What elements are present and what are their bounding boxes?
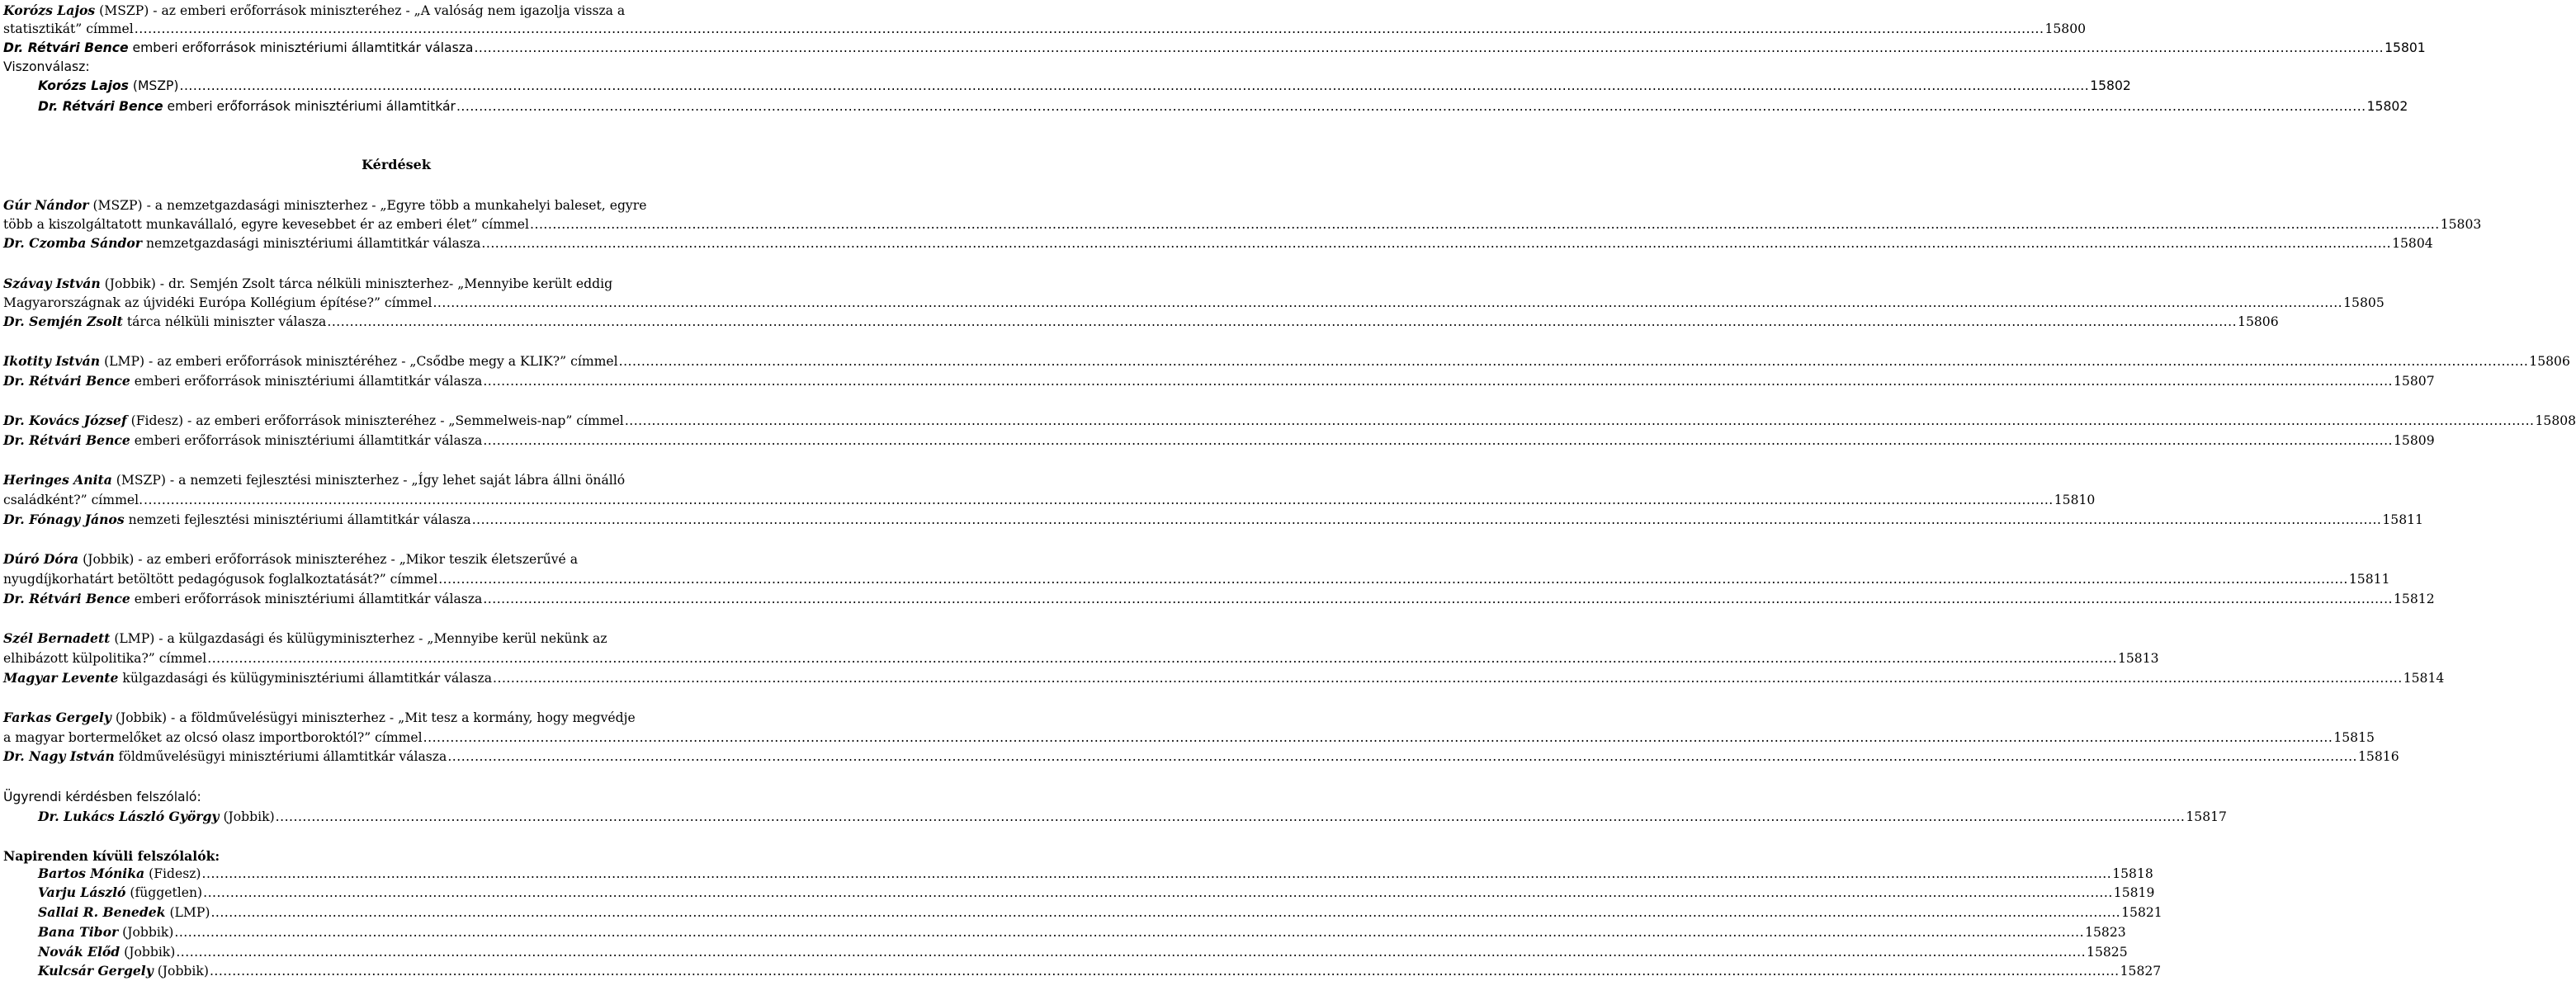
toc-entry-line bbox=[3, 748, 2399, 766]
speaker-name: Szávay István bbox=[3, 276, 101, 291]
entry-text: több a kiszolgáltatott munkavállaló, egyre kevesebbet ér az emberi élet” címmel bbox=[3, 217, 530, 232]
entry-text: (független) bbox=[125, 885, 203, 900]
entry-text: (Fidesz) bbox=[144, 866, 201, 881]
dot-leader bbox=[174, 923, 2084, 941]
page-number: 15804 bbox=[2392, 236, 2433, 251]
entry-text: (MSZP) bbox=[128, 78, 179, 93]
entry-text: (Fidesz) - az emberi erőforrások miniszteréhez - „Semmelweis-nap” címmel bbox=[126, 413, 624, 428]
toc-entry-line bbox=[3, 729, 2375, 747]
dot-leader bbox=[423, 729, 2333, 747]
toc-entry-line bbox=[3, 491, 2096, 509]
page-number: 15811 bbox=[2382, 512, 2423, 527]
page-number: 15811 bbox=[2348, 572, 2390, 587]
toc-entry-line bbox=[3, 372, 2435, 390]
entry-text: nemzeti fejlesztési minisztériumi államtitkár válasza bbox=[124, 512, 471, 527]
dot-leader bbox=[530, 215, 2440, 233]
entry-text: emberi erőforrások minisztériumi államtitkár válasza bbox=[130, 433, 483, 448]
entry-text: nyugdíjkorhatárt betöltött pedagógusok foglalkoztatását?” címmel bbox=[3, 572, 438, 587]
toc-entry-line bbox=[3, 234, 2433, 252]
toc-entry-line bbox=[3, 20, 2087, 38]
toc-entry-line bbox=[3, 669, 2445, 687]
entry-text: külgazdasági és külügyminisztériumi államtitkár válasza bbox=[118, 671, 493, 686]
speaker-name: Dr. Lukács László György bbox=[38, 809, 220, 824]
toc-entry-line bbox=[3, 649, 2159, 667]
section-label: Napirenden kívüli felszólalók: bbox=[3, 848, 220, 864]
dot-leader bbox=[202, 865, 2112, 883]
toc-entry-line bbox=[3, 215, 2482, 233]
page-number: 15800 bbox=[2044, 21, 2087, 36]
entry-text: (Jobbik) bbox=[120, 945, 176, 960]
entry-text: a magyar bortermelőket az olcsó olasz importboroktól?” címmel bbox=[3, 730, 423, 745]
dot-leader bbox=[472, 511, 2382, 529]
entry-text: (LMP) - az emberi erőforrások minisztéréhez - „Csődbe megy a KLIK?” címmel bbox=[100, 354, 618, 369]
page-number: 15825 bbox=[2087, 945, 2128, 960]
speaker-name: Dr. Kovács József bbox=[3, 413, 127, 428]
dot-leader bbox=[210, 903, 2120, 922]
page-number: 15814 bbox=[2403, 671, 2445, 686]
toc-entry-line bbox=[38, 97, 2408, 116]
entry-text: nemzetgazdasági minisztériumi államtitkár válasza bbox=[142, 236, 481, 251]
dot-leader bbox=[210, 962, 2120, 980]
entry-text: családként?” címmel. bbox=[3, 493, 144, 507]
entry-text: (MSZP) - az emberi erőforrások miniszteréhez - „A valóság nem igazolja vissza a bbox=[95, 3, 626, 18]
dot-leader bbox=[144, 491, 2054, 509]
toc-entry-line bbox=[3, 630, 789, 648]
dot-leader bbox=[619, 352, 2529, 370]
page-number: 15827 bbox=[2120, 964, 2162, 979]
toc-entry-line bbox=[3, 590, 2435, 608]
entry-text: (Jobbik) - az emberi erőforrások miniszteréhez - „Mikor teszik életszerűvé a bbox=[78, 552, 579, 567]
speaker-name: Dr. Semjén Zsolt bbox=[3, 314, 123, 329]
entry-text: emberi erőforrások minisztériumi államtitkár válasza bbox=[128, 40, 474, 55]
page-number: 15807 bbox=[2394, 374, 2435, 389]
speaker-name: Sallai R. Benedek bbox=[38, 904, 166, 920]
page-number: 15803 bbox=[2440, 217, 2482, 232]
entry-text: (LMP) bbox=[165, 905, 210, 920]
speaker-name: Ikotity István bbox=[3, 353, 101, 369]
dot-leader bbox=[483, 432, 2393, 450]
speaker-name: Dr. Rétvári Bence bbox=[38, 99, 163, 114]
entry-text: Magyarországnak az újvidéki Európa Kollégium építése?” címmel bbox=[3, 295, 432, 310]
entry-text: földművelésügyi minisztériumi államtitkár válasza bbox=[114, 749, 447, 764]
page-number: 15819 bbox=[2113, 885, 2155, 900]
entry-text: emberi erőforrások minisztériumi államtitkár bbox=[163, 99, 456, 114]
entry-text: (Jobbik) bbox=[153, 964, 209, 979]
page-number: 15818 bbox=[2112, 866, 2153, 881]
toc-entry-line bbox=[38, 943, 2128, 961]
page-number: 15802 bbox=[2366, 99, 2408, 114]
toc-entry-line bbox=[38, 77, 2131, 95]
toc-entry-line bbox=[38, 808, 2227, 826]
entry-text: (MSZP) - a nemzetgazdasági miniszterhez - „Egyre több a munkahelyi baleset, egyre bbox=[88, 198, 647, 213]
toc-entry-line bbox=[3, 294, 2385, 312]
page-number: 15821 bbox=[2121, 905, 2162, 920]
speaker-name: Dr. Nagy István bbox=[3, 748, 115, 764]
entry-text: (MSZP) - a nemzeti fejlesztési miniszterhez - „Így lehet saját lábra állni önálló bbox=[111, 473, 626, 488]
page-number: 15809 bbox=[2394, 433, 2435, 448]
speaker-name: Bana Tibor bbox=[38, 924, 119, 940]
dot-leader bbox=[481, 234, 2391, 252]
speaker-name: Dr. Rétvári Bence bbox=[3, 432, 130, 448]
entry-text: (Jobbik) bbox=[219, 809, 275, 824]
entry-text: emberi erőforrások minisztériumi államtitkár válasza bbox=[130, 374, 483, 389]
speaker-name: Dr. Rétvári Bence bbox=[3, 40, 129, 55]
toc-entry-line bbox=[3, 511, 2423, 529]
toc-entry-line bbox=[3, 570, 2390, 588]
entry-text: tárca nélküli miniszter válasza bbox=[122, 314, 327, 329]
dot-leader bbox=[432, 294, 2342, 312]
entry-text: statisztikát” címmel bbox=[3, 21, 134, 36]
entry-text: elhibázott külpolitika?” címmel bbox=[3, 651, 207, 666]
toc-entry-line bbox=[38, 923, 2126, 941]
entry-text: Viszonválasz: bbox=[3, 59, 90, 74]
speaker-name: Magyar Levente bbox=[3, 670, 119, 686]
dot-leader bbox=[483, 372, 2393, 390]
toc-entry-line bbox=[3, 550, 789, 568]
dot-leader bbox=[625, 412, 2535, 430]
section-label bbox=[3, 58, 789, 76]
page-number: 15816 bbox=[2358, 749, 2399, 764]
entry-text: emberi erőforrások minisztériumi államtitkár válasza bbox=[130, 592, 483, 606]
toc-entry-line bbox=[3, 196, 789, 215]
speaker-name: Dúró Dóra bbox=[3, 551, 79, 567]
speaker-name: Heringes Anita bbox=[3, 472, 112, 488]
toc-entry-line bbox=[3, 313, 2279, 331]
section-label: Ügyrendi kérdésben felszólaló: bbox=[3, 790, 201, 804]
entry-text: (Jobbik) bbox=[118, 925, 174, 940]
speaker-name: Novák Előd bbox=[38, 944, 121, 960]
dot-leader bbox=[456, 97, 2366, 116]
dot-leader bbox=[483, 590, 2393, 608]
page-number: 15802 bbox=[2090, 78, 2131, 93]
dot-leader bbox=[207, 649, 2117, 667]
speaker-name: Bartos Mónika bbox=[38, 865, 145, 881]
page-number: 15823 bbox=[2085, 925, 2126, 940]
dot-leader bbox=[438, 570, 2348, 588]
page-number: 15801 bbox=[2385, 40, 2426, 55]
toc-entry-line bbox=[3, 352, 2570, 370]
dot-leader bbox=[276, 808, 2186, 826]
speaker-name: Farkas Gergely bbox=[3, 710, 111, 725]
dot-leader bbox=[447, 748, 2357, 766]
dot-leader bbox=[135, 20, 2044, 38]
toc-entry-line bbox=[38, 903, 2162, 922]
speaker-name: Szél Bernadett bbox=[3, 630, 111, 646]
speaker-name: Dr. Rétvári Bence bbox=[3, 591, 130, 606]
page-number: 15815 bbox=[2333, 730, 2375, 745]
page-number: 15806 bbox=[2529, 354, 2570, 369]
toc-entry-line bbox=[3, 709, 789, 727]
toc-entry-line bbox=[38, 884, 2155, 902]
speaker-name: Varju László bbox=[38, 884, 126, 900]
entry-text: (LMP) - a külgazdasági és külügyminiszterhez - „Mennyibe kerül nekünk az bbox=[110, 631, 607, 646]
section-heading: Kérdések bbox=[362, 157, 431, 172]
page-number: 15810 bbox=[2054, 493, 2096, 507]
toc-entry-line bbox=[38, 865, 2153, 883]
speaker-name: Kulcsár Gergely bbox=[38, 963, 154, 979]
page-number: 15806 bbox=[2238, 314, 2279, 329]
speaker-name: Dr. Fónagy János bbox=[3, 512, 125, 527]
speaker-name: Gúr Nándor bbox=[3, 197, 89, 213]
speaker-name: Dr. Czomba Sándor bbox=[3, 235, 142, 251]
toc-entry-line bbox=[38, 962, 2162, 980]
dot-leader bbox=[327, 313, 2237, 331]
toc-entry-line bbox=[3, 275, 789, 293]
dot-leader bbox=[203, 884, 2113, 902]
dot-leader bbox=[180, 77, 2090, 95]
toc-entry-line bbox=[3, 39, 2426, 57]
speaker-name: Dr. Rétvári Bence bbox=[3, 373, 130, 389]
speaker-name: Korózs Lajos bbox=[38, 78, 129, 93]
page-number: 15812 bbox=[2394, 592, 2435, 606]
entry-text: (Jobbik) - a földművelésügyi miniszterhez - „Mit tesz a kormány, hogy megvédje bbox=[111, 710, 636, 725]
page-number: 15808 bbox=[2535, 413, 2576, 428]
toc-entry-line bbox=[3, 2, 789, 20]
toc-entry-line bbox=[3, 432, 2435, 450]
page-number: 15817 bbox=[2186, 809, 2227, 824]
toc-entry-line bbox=[3, 412, 2576, 430]
entry-text: (Jobbik) - dr. Semjén Zsolt tárca nélküli miniszterhez- „Mennyibe került eddig bbox=[100, 276, 613, 291]
page-number: 15813 bbox=[2117, 651, 2159, 666]
toc-entry-line bbox=[3, 471, 789, 489]
dot-leader bbox=[176, 943, 2086, 961]
dot-leader bbox=[493, 669, 2403, 687]
speaker-name: Korózs Lajos bbox=[3, 2, 96, 18]
dot-leader bbox=[474, 39, 2384, 57]
page-number: 15805 bbox=[2343, 295, 2385, 310]
